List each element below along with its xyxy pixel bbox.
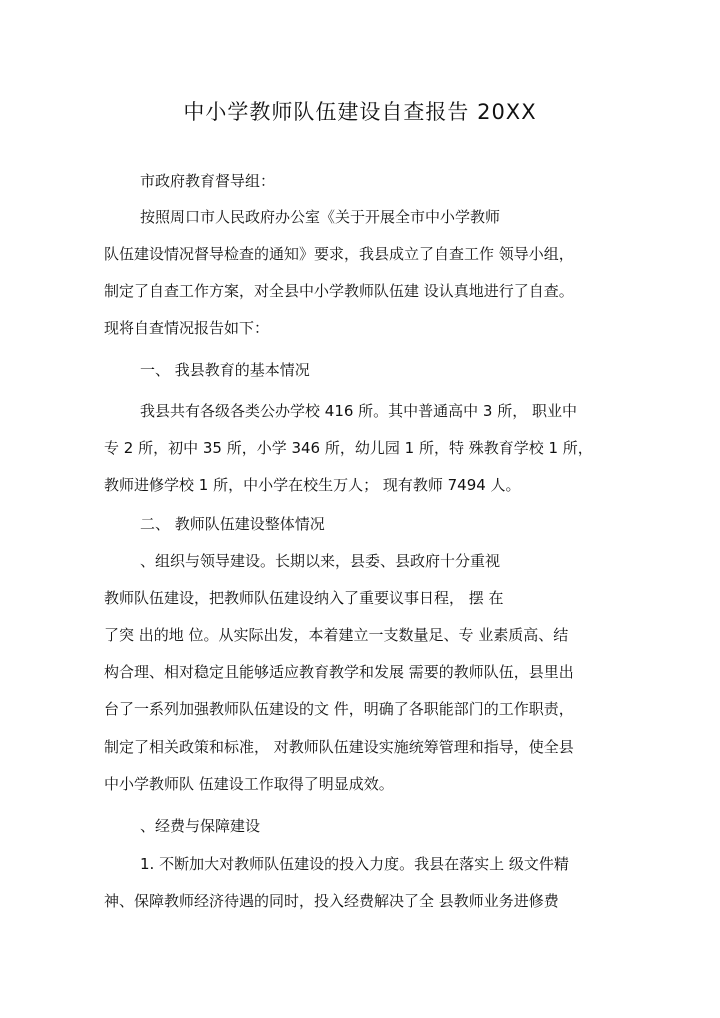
paragraph-line: 了突 出的地 位。从实际出发，本着建立一支数量足、专 业素质高、结 [104, 626, 569, 644]
section-heading: 、经费与保障建设 [140, 817, 261, 835]
paragraph-line: 1. 不断加大对教师队伍建设的投入力度。我县在落实上 级文件精 [140, 855, 569, 873]
paragraph-line: 队伍建设情况督导检查的通知》要求，我县成立了自查工作 领导小组， [104, 245, 574, 263]
section-heading: 一、 我县教育的基本情况 [140, 361, 310, 379]
paragraph-line: 制定了自查工作方案，对全县中小学教师队伍建 设认真地进行了自查。 [104, 282, 574, 300]
paragraph-line: 构合理、相对稳定且能够适应教育教学和发展 需要的教师队伍，县里出 [104, 663, 574, 681]
paragraph-line: 中小学教师队 伍建设工作取得了明显成效。 [104, 775, 394, 793]
paragraph-line: 神、保障教师经济待遇的同时，投入经费解决了全 县教师业务进修费 [104, 892, 559, 910]
paragraph-line: 教师进修学校 1 所，中小学在校生万人； 现有教师 7494 人。 [104, 476, 521, 494]
paragraph-line: 专 2 所，初中 35 所，小学 346 所，幼儿园 1 所，特 殊教育学校 1 所， [104, 439, 593, 457]
paragraph-line: 制定了相关政策和标准， 对教师队伍建设实施统筹管理和指导，使全县 [104, 738, 574, 756]
paragraph-line: 教师队伍建设，把教师队伍建设纳入了重要议事日程， 摆 在 [104, 589, 504, 607]
paragraph-line: 按照周口市人民政府办公室《关于开展全市中小学教师 [140, 208, 501, 226]
document-title: 中小学教师队伍建设自查报告 20XX [183, 100, 537, 124]
section-heading: 二、 教师队伍建设整体情况 [140, 515, 325, 533]
paragraph-line: 台了一系列加强教师队伍建设的文 件，明确了各职能部门的工作职责， [104, 700, 574, 718]
paragraph-line: 现将自查情况报告如下： [104, 319, 270, 337]
paragraph-line: 我县共有各级各类公办学校 416 所。其中普通高中 3 所， 职业中 [140, 402, 578, 420]
salutation: 市政府教育督导组： [140, 172, 276, 190]
paragraph-line: 、组织与领导建设。长期以来，县委、县政府十分重视 [140, 552, 501, 570]
